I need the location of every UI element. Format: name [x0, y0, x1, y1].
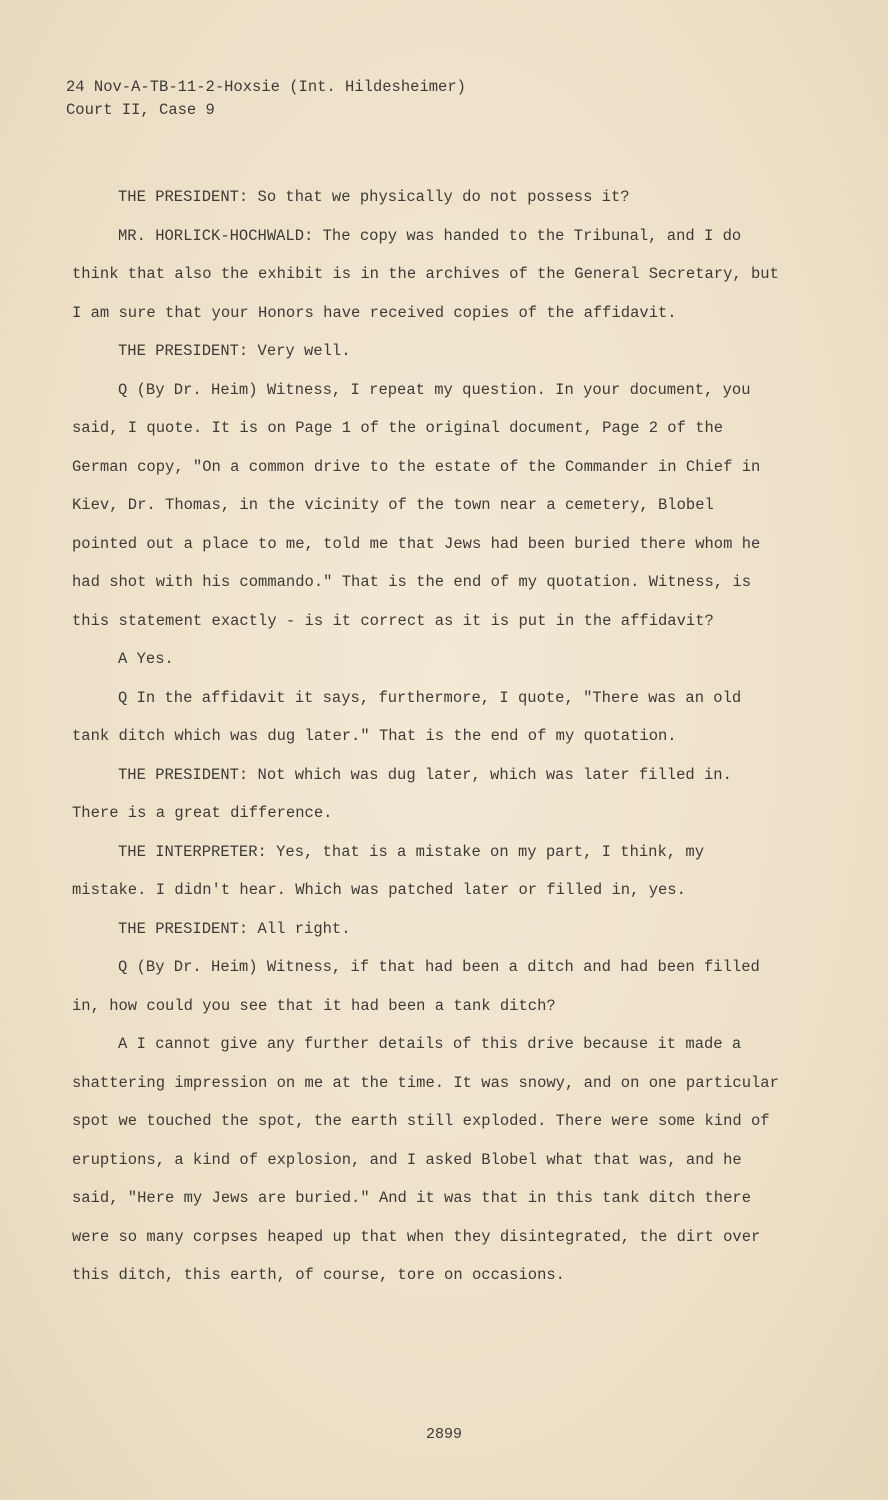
transcript-paragraph: THE INTERPRETER: Yes, that is a mistake on my part, I think, my mistake. I didn't hear. Which was patched later or filled in, yes. [72, 842, 704, 899]
transcript-paragraph: Q (By Dr. Heim) Witness, if that had been a ditch and had been filled in, how could you see that it had been a tank ditch? [72, 958, 760, 1015]
transcript-paragraph: THE PRESIDENT: So that we physically do not possess it? [118, 188, 630, 206]
header-court-line: Court II, Case 9 [66, 101, 215, 119]
transcript-body [72, 178, 784, 1295]
transcript-paragraph: A I cannot give any further details of this drive because it made a shattering impression on me at the time. It was snowy, and on one particular spot we touched the spot, the earth still exploded. There were some kind of eruptions, a kind of explosion, and I asked Blobel what that was, and he said, "Here my Jews are buried." And it was that in this tank ditch there were so many corpses heaped up that when they disintegrated, the dirt over this ditch, this earth, of course, tore on occasions. [72, 1035, 779, 1284]
transcript-paragraph: THE PRESIDENT: Not which was dug later, which was later filled in. There is a great difference. [72, 765, 732, 822]
page-number: 2899 [425, 1426, 462, 1443]
transcript-paragraph: Q (By Dr. Heim) Witness, I repeat my question. In your document, you said, I quote. It is on Page 1 of the original document, Page 2 of the German copy, "On a common drive to the estate of the Commander in Chief in Kiev, Dr. Thomas, in the vicinity of the town near a cemetery, Blobel pointed out a place to me, told me that Jews had been buried there whom he had shot with his commando." That is the end of my quotation. Witness, is this statement exactly - is it correct as it is put in the affidavit? [72, 380, 761, 630]
header-session-line: 24 Nov-A-TB-11-2-Hoxsie (Int. Hildesheimer) [66, 78, 466, 96]
document-header [66, 76, 466, 122]
transcript-paragraph: A Yes. [118, 650, 174, 668]
transcript-paragraph: THE PRESIDENT: Very well. [118, 342, 351, 360]
transcript-paragraph: THE PRESIDENT: All right. [118, 919, 351, 938]
transcript-paragraph: Q In the affidavit it says, furthermore, I quote, "There was an old tank ditch which was dug later." That is the end of my quotation. [72, 688, 742, 745]
transcript-paragraph: MR. HORLICK-HOCHWALD: The copy was handed to the Tribunal, and I do think that also the exhibit is in the archives of the General Secretary, but I am sure that your Honors have received copies of the affidavit. [72, 226, 779, 322]
